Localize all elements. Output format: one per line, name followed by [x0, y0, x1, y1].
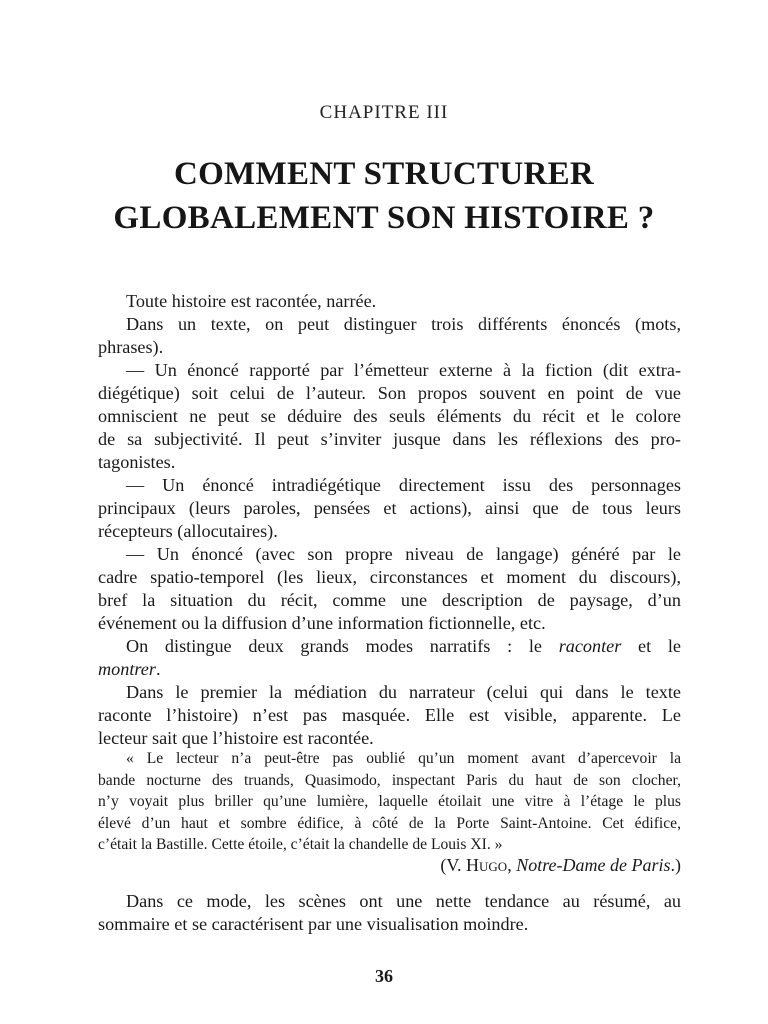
body-line: Dans ce mode, les scènes ont une nette tendance au résumé, au	[126, 891, 681, 911]
body-line: lecteur sait que l’histoire est racontée.	[98, 728, 374, 748]
body-line: Toute histoire est racontée, narrée.	[126, 291, 377, 311]
montrer-term: montrer	[98, 659, 156, 679]
attribution-comma: ,	[507, 855, 512, 875]
body-text	[98, 290, 681, 750]
body-line: récepteurs (allocutaires).	[98, 521, 278, 541]
quote-line: élevé d’un haut et sombre édifice, à côté de la Porte Saint-Antoine. Cet édifice,	[98, 814, 681, 832]
quote-line: c’était la Bastille. Cette étoile, c’était la chandelle de Louis XI. »	[98, 836, 503, 853]
body-line: principaux (leurs paroles, pensées et actions), ainsi que de tous leurs	[98, 498, 681, 518]
raconter-term: raconter	[558, 636, 622, 656]
attribution-author: Hugo	[466, 855, 508, 875]
modes-line-2	[98, 658, 681, 681]
quote-line: bande nocturne des truands, Quasimodo, inspectant Paris du haut de son clocher,	[98, 771, 681, 789]
block-quote	[98, 748, 681, 856]
modes-text-end: et le	[638, 636, 681, 656]
modes-period: .	[155, 659, 161, 679]
body-line: omniscient ne peut se déduire des seuls éléments du récit et le colore	[98, 406, 681, 426]
body-line: — Un énoncé rapporté par l’émetteur externe à la fiction (dit extra-	[126, 360, 681, 380]
body-line: Dans le premier la médiation du narrateur (celui qui dans le texte	[126, 682, 681, 702]
chapter-title-line-1: COMMENT STRUCTURER	[173, 156, 595, 192]
body-line: sommaire et se caractérisent par une visualisation moindre.	[98, 914, 529, 934]
body-line: de sa subjectivité. Il peut s’inviter jusque dans les réflexions des pro-	[98, 429, 681, 449]
chapter-label: CHAPITRE III	[319, 102, 449, 123]
body-line: — Un énoncé intradiégétique directement issu des personnages	[126, 475, 681, 495]
body-line: événement ou la diffusion d’une information fictionnelle, etc.	[98, 613, 546, 633]
body-line: diégétique) soit celui de l’auteur. Son propos souvent en point de vue	[98, 383, 681, 403]
body-line: tagonistes.	[98, 452, 176, 472]
body-line: — Un énoncé (avec son propre niveau de langage) généré par le	[126, 544, 681, 564]
body-line: phrases).	[98, 337, 164, 357]
chapter-title-line-2: GLOBALEMENT SON HISTOIRE ?	[113, 200, 655, 236]
closing-paragraph	[98, 890, 681, 936]
body-line: raconte l’histoire) n’est pas masquée. Elle est visible, apparente. Le	[98, 705, 681, 725]
body-line: cadre spatio-temporel (les lieux, circonstances et moment du discours),	[98, 567, 681, 587]
quote-line: n’y voyait plus briller qu’une lumière, laquelle étoilait une vitre à l’étage le plus	[98, 793, 681, 810]
quote-attribution	[440, 855, 681, 876]
attribution-open: (V.	[440, 855, 462, 875]
chapter-title	[0, 152, 768, 240]
modes-text: On distingue deux grands modes narratifs : le	[126, 636, 542, 656]
quote-line: « Le lecteur n’a peut-être pas oublié qu’un moment avant d’apercevoir la	[126, 750, 681, 767]
attribution-close: .)	[670, 855, 681, 875]
attribution-work: Notre-Dame de Paris	[516, 855, 671, 875]
modes-line	[98, 635, 681, 658]
body-line: bref la situation du récit, comme une description de paysage, d’un	[98, 590, 681, 610]
body-line: Dans un texte, on peut distinguer trois différents énoncés (mots,	[126, 314, 681, 334]
page-number: 36	[375, 966, 393, 986]
